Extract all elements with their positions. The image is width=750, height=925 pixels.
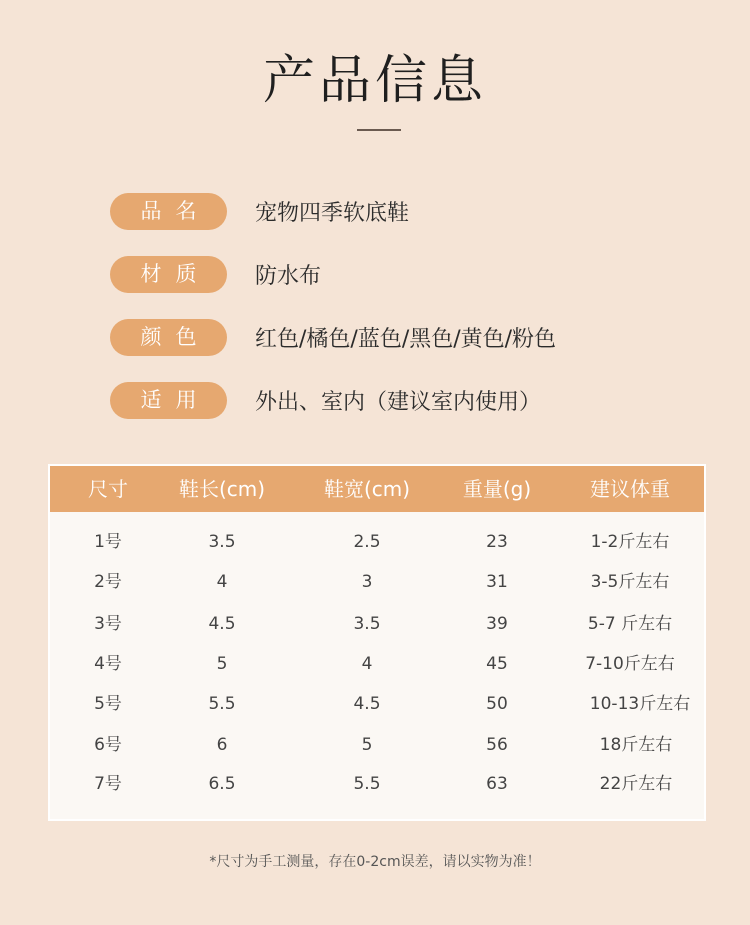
table-cell: 4号 — [94, 654, 122, 674]
table-cell: 5.5 — [353, 774, 381, 794]
info-label-usage: 适用 — [110, 382, 227, 419]
table-cell: 6号 — [94, 735, 122, 755]
table-cell: 63 — [486, 774, 508, 794]
info-label-name: 品名 — [110, 193, 227, 230]
table-cell: 3-5斤左右 — [590, 572, 670, 592]
table-cell: 7-10斤左右 — [585, 654, 675, 674]
table-cell: 6 — [216, 735, 228, 755]
table-cell: 5号 — [94, 694, 122, 714]
size-table — [48, 464, 706, 821]
table-cell: 1号 — [94, 532, 122, 552]
table-cell: 18斤左右 — [599, 735, 673, 755]
table-cell: 5-7 斤左右 — [587, 614, 673, 634]
info-label-color: 颜色 — [110, 319, 227, 356]
measurement-footnote: *尺寸为手工测量，存在0-2cm误差，请以实物为准！ — [209, 854, 541, 870]
table-cell: 50 — [486, 694, 508, 714]
table-cell: 56 — [486, 735, 508, 755]
table-cell: 3号 — [94, 614, 122, 634]
info-value-usage: 外出、室内（建议室内使用） — [255, 390, 542, 415]
table-cell: 5.5 — [208, 694, 236, 714]
page-title: 产品信息 — [262, 51, 487, 111]
title-divider — [357, 129, 401, 131]
info-value-name: 宠物四季软底鞋 — [255, 201, 410, 226]
table-cell: 5 — [216, 654, 228, 674]
product-info-list — [110, 193, 710, 445]
table-cell: 6.5 — [208, 774, 236, 794]
table-cell: 39 — [486, 614, 508, 634]
table-cell: 2号 — [94, 572, 122, 592]
table-cell: 10-13斤左右 — [589, 694, 691, 714]
table-cell: 2.5 — [353, 532, 381, 552]
table-cell: 4.5 — [208, 614, 236, 634]
table-cell: 31 — [486, 572, 508, 592]
table-cell: 3 — [361, 572, 373, 592]
table-cell: 1-2斤左右 — [590, 532, 670, 552]
table-cell: 7号 — [94, 774, 122, 794]
info-label-material: 材质 — [110, 256, 227, 293]
table-cell: 22斤左右 — [599, 774, 673, 794]
table-cell: 4 — [216, 572, 228, 592]
header-weight: 重量(g) — [462, 477, 532, 501]
table-header — [50, 466, 704, 512]
header-length: 鞋长(cm) — [178, 477, 266, 501]
table-cell: 5 — [361, 735, 373, 755]
info-row-usage — [110, 382, 710, 419]
table-cell: 4 — [361, 654, 373, 674]
table-cell: 23 — [486, 532, 508, 552]
info-row-color — [110, 319, 710, 356]
table-cell: 45 — [486, 654, 508, 674]
info-row-material — [110, 256, 710, 293]
info-row-name — [110, 193, 710, 230]
header-size: 尺寸 — [88, 477, 128, 501]
table-cell: 4.5 — [353, 694, 381, 714]
header-suggested-weight: 建议体重 — [590, 477, 670, 501]
table-cell: 3.5 — [353, 614, 381, 634]
table-cell: 3.5 — [208, 532, 236, 552]
info-value-material: 防水布 — [255, 264, 322, 289]
info-value-color: 红色/橘色/蓝色/黑色/黄色/粉色 — [255, 327, 557, 352]
header-width: 鞋宽(cm) — [323, 477, 411, 501]
